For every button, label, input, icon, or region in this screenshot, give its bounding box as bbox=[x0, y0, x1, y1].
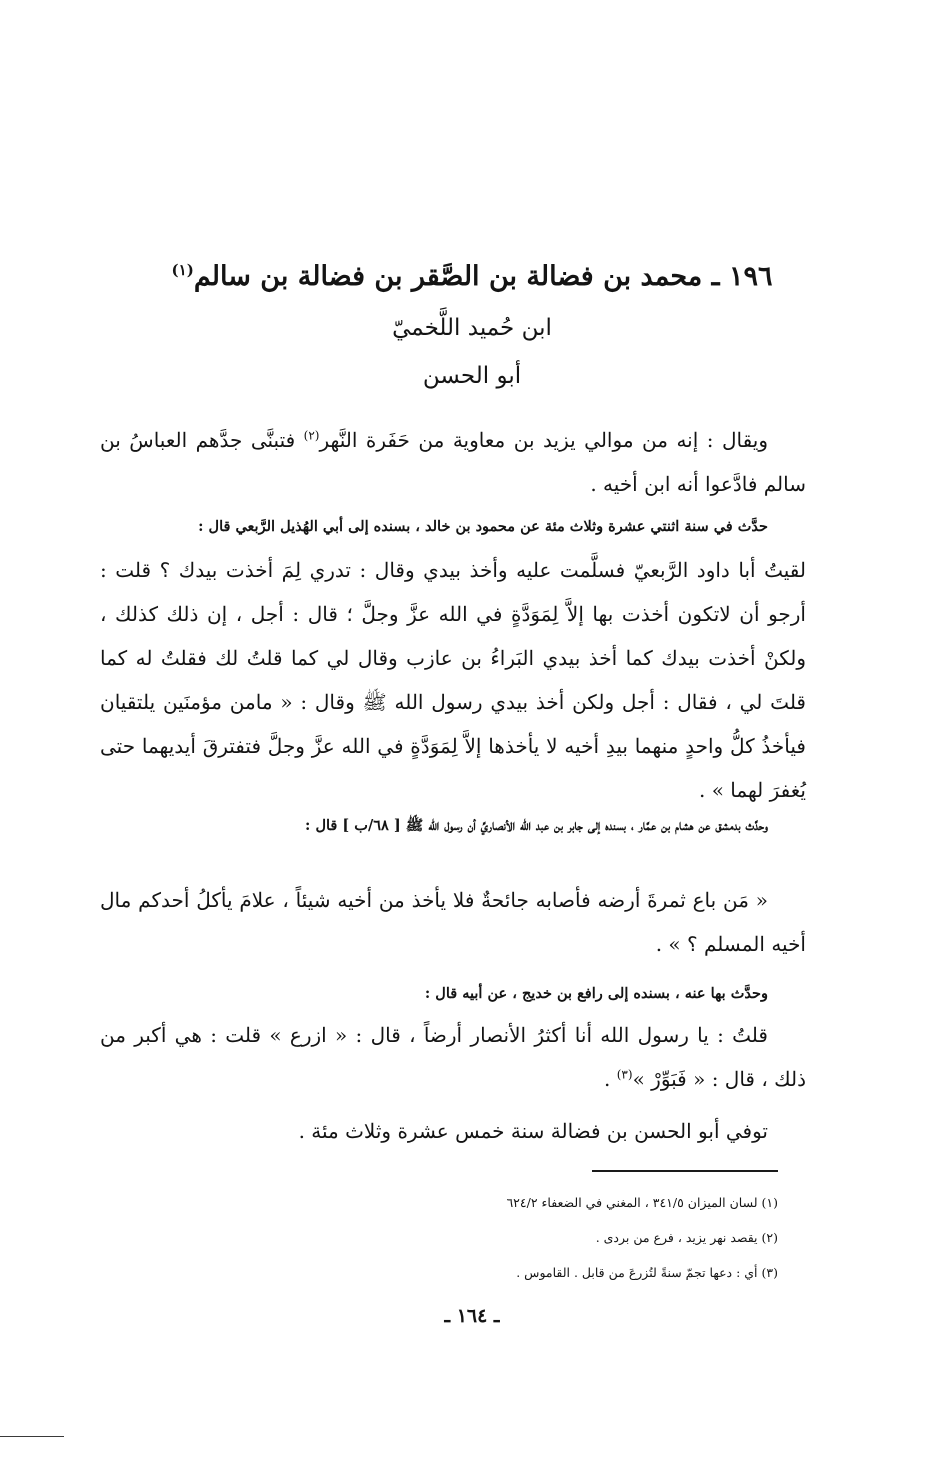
hadith-paragraph-1: لقيتُ أبا داود الرَّبعيّ فسلَّمت عليه وأخذ بيدي وقال : تدري لِمَ أخذت بيدك ؟ قلت : أرجو أن لاتكون أخذت بها إلاَّ لِمَوَدَّةٍ في الله عزَّ وجلَّ ؛ قال : أجل ، إن ذلك كذلك ، ولكنْ أخذت بيدك كما أخذ بيدي البَراءُ بن عازب وقال لي كما قلتُ لك فقلتُ له كما قلتَ لي ، فقال : أجل ولكن أخذ بيدي رسول الله ﷺ وقال : « مامن مؤمنَين يلتقيان فيأخذُ كلُّ واحدٍ منهما بيدِ أخيه لا يأخذها إلاَّ لِمَوَدَّةٍ في الله عزَّ وجلَّ فتفترقَ أيديهما حتى يُغفرَ لهما » . bbox=[100, 558, 806, 802]
hadith-paragraph-3-end: . bbox=[604, 1067, 617, 1091]
hadith-paragraph-3-text: قلتُ : يا رسول الله أنا أكثرُ الأنصار أرضاً ، قال : « ازرع » قلت : هي أكبر من ذلك ، قال : « فَبَوِّرْ » bbox=[100, 1023, 806, 1091]
hadith-paragraph-3 bbox=[100, 1013, 806, 1101]
entry-title-text: ١٩٦ ـ محمد بن فضالة بن الصَّقر بن فضالة بن سالم bbox=[193, 261, 773, 292]
entry-kunya: أبو الحسن bbox=[422, 363, 522, 389]
death-note-paragraph: توفي أبو الحسن بن فضالة سنة خمس عشرة وثلاث مئة . bbox=[298, 1119, 768, 1143]
isnad-chain-1: حدَّث في سنة اثنتي عشرة وثلاث مئة عن محمود بن خالد ، بسنده إلى أبي الهُذيل الرَّبعي قال : bbox=[198, 518, 768, 535]
paragraph-origin-rest: فتبنَّى جدَّهم العباسُ بن سالم فادَّعوا أنه ابن أخيه . bbox=[100, 428, 806, 496]
paragraph-origin bbox=[100, 418, 806, 506]
footnote-3: (٣) أي : دعها تجمّ سنةً لتُزرعَ من قابل . القاموس . bbox=[516, 1265, 778, 1280]
footnote-divider bbox=[592, 1170, 778, 1172]
entry-lineage: ابن حُميد اللَّخميّ bbox=[392, 315, 552, 341]
footnote-ref-1: (١) bbox=[171, 261, 194, 279]
footnote-ref-2: (٢) bbox=[303, 428, 320, 443]
page-number: ـ ١٦٤ ـ bbox=[444, 1305, 500, 1327]
isnad-chain-3: وحدَّث بها عنه ، بسنده إلى رافع بن خديج ، عن أبيه قال : bbox=[424, 985, 768, 1002]
footnote-ref-3: (٣) bbox=[616, 1067, 633, 1082]
footnote-2: (٢) يقصد نهر يزيد ، فرع من بردى . bbox=[595, 1230, 778, 1245]
isnad-chain-2: وحدَّث بدمشق عن هشام بن عمَّار ، بسنده إلى جابر بن عبد الله الأنصاريِّ أن رسول الله ﷺ [ ٦٨/ب ] قال : bbox=[305, 817, 768, 834]
paragraph-origin-text: ويقال : إنه من موالي يزيد بن معاوية من حَفَرة النَّهر bbox=[319, 428, 768, 452]
footnote-1: (١) لسان الميزان ٣٤١/٥ ، المغني في الضعفاء ٦٢٤/٢ bbox=[506, 1195, 778, 1210]
hadith-paragraph-2: « مَن باع ثمرةَ أرضه فأصابه جائحةٌ فلا يأخذ من أخيه شيئاً ، علامَ يأكلُ أحدكم مال أخيه المسلم ؟ » . bbox=[100, 888, 806, 956]
entry-title bbox=[120, 258, 824, 296]
scan-edge-line bbox=[0, 1436, 64, 1437]
